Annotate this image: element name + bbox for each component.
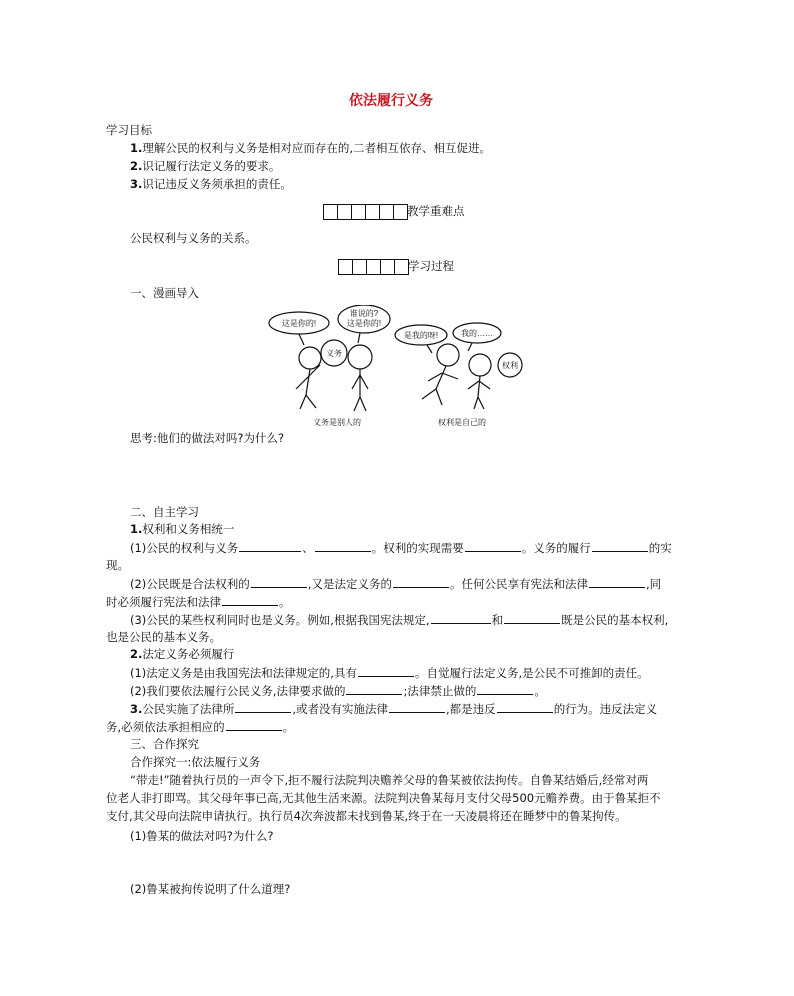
fill-in-question: (1)公民的权利与义务 、 。权利的实现需要 。义务的履行 的实 (130, 541, 672, 555)
answer-blank[interactable] (358, 664, 414, 677)
fill-in-question: (2)我们要依法履行公民义务,法律要求做的 ;法律禁止做的 。 (130, 684, 546, 698)
bubble-text: 是我的呀! (403, 331, 439, 340)
answer-blank[interactable] (589, 575, 645, 588)
caption-right: 权利是自己的 (438, 418, 486, 427)
answer-blank[interactable] (504, 611, 560, 624)
section1-heading: 一、漫画导入 (130, 286, 199, 300)
section2-heading: 二、自主学习 (130, 505, 199, 519)
bubble-text: 谁说的? (349, 309, 379, 318)
section3-heading: 三、合作探究 (130, 737, 199, 751)
key-points-label: 教学重难点 (407, 204, 465, 218)
answer-blank[interactable] (222, 593, 278, 606)
answer-blank[interactable] (346, 682, 402, 695)
comic-illustration (262, 305, 530, 430)
subheading: 2.法定义务必须履行 (130, 647, 235, 661)
box-placeholder (323, 203, 407, 220)
comic-question: 思考:他们的做法对吗?为什么? (130, 431, 285, 445)
fill-in-question-cont: 时必须履行宪法和法律 。 (106, 595, 291, 609)
figure-head (469, 354, 491, 376)
fill-in-question: (3)公民的某些权利同时也是义务。例如,根据我国宪法规定, 和 既是公民的基本权利, (130, 613, 669, 627)
bubble-text: 这是你的! (346, 319, 382, 328)
bubble-text: 这是你的! (281, 319, 317, 328)
box-placeholder (338, 258, 408, 275)
key-points-content: 公民权利与义务的关系。 (130, 231, 257, 245)
objective-item: 2.识记履行法定义务的要求。 (130, 159, 281, 173)
answer-blank[interactable] (251, 575, 307, 588)
answer-blank[interactable] (477, 682, 533, 695)
case-question: (1)鲁某的做法对吗?为什么? (130, 829, 274, 843)
subheading: 1.权利和义务相统一 (130, 522, 235, 536)
case-question: (2)鲁某被拘传说明了什么道理? (130, 882, 291, 896)
bubble-text: 我的…… (461, 329, 493, 338)
fill-in-question: (1)法定义务是由我国宪法和法律规定的,具有 。自觉履行法定义务,是公民不可推卸的责任。 (130, 666, 649, 680)
caption-left: 义务是别人的 (313, 418, 361, 427)
figure-head (348, 345, 372, 369)
answer-blank[interactable] (465, 539, 521, 552)
answer-blank[interactable] (239, 539, 301, 552)
duty-tag-label: 义务 (326, 349, 342, 358)
fill-in-question: 3.公民实施了法律所 ,或者没有实施法律 ,都是违反 的行为。违反法定义 (130, 702, 658, 716)
figure-head (299, 347, 321, 369)
key-points-label-row (323, 203, 465, 220)
answer-blank[interactable] (592, 539, 648, 552)
right-tag-label: 权利 (502, 361, 518, 370)
process-label-row (338, 258, 454, 275)
fill-in-question: (2)公民既是合法权利的 ,又是法定义务的 。任何公民享有宪法和法律 ,同 (130, 577, 662, 591)
fill-in-question-cont: 现。 (106, 558, 129, 572)
answer-blank[interactable] (431, 611, 491, 624)
answer-blank[interactable] (389, 700, 445, 713)
fill-in-question-cont: 务,必须依法承担相应的 。 (106, 720, 295, 734)
fill-in-question-cont: 也是公民的基本义务。 (106, 630, 221, 644)
figure-head (437, 344, 459, 366)
answer-blank[interactable] (226, 718, 282, 731)
objective-item: 1.理解公民的权利与义务是相对应而存在的,二者相互依存、相互促进。 (130, 141, 492, 155)
case-paragraph-line: 支付,其父母向法院申请执行。执行员4次奔波都未找到鲁某,终于在一天凌晨将还在睡梦中的鲁某拘传。 (106, 809, 627, 823)
answer-blank[interactable] (235, 700, 291, 713)
process-label: 学习过程 (408, 259, 454, 273)
answer-blank[interactable] (393, 575, 449, 588)
page-title: 依法履行义务 (349, 93, 433, 109)
answer-blank[interactable] (315, 539, 371, 552)
case-paragraph-line: 位老人非打即骂。其父母年事已高,无其他生活来源。法院判决鲁某每月支付父母500元赡养费。由于鲁某拒不 (106, 791, 661, 805)
case-subheading: 合作探究一:依法履行义务 (130, 755, 261, 769)
case-paragraph-line: “带走!”随着执行员的一声令下,拒不履行法院判决赡养父母的鲁某被依法拘传。自鲁某结婚后,经常对两 (130, 773, 649, 787)
objective-item: 3.识记违反义务须承担的责任。 (130, 177, 292, 191)
answer-blank[interactable] (497, 700, 553, 713)
objectives-heading: 学习目标 (106, 123, 152, 137)
